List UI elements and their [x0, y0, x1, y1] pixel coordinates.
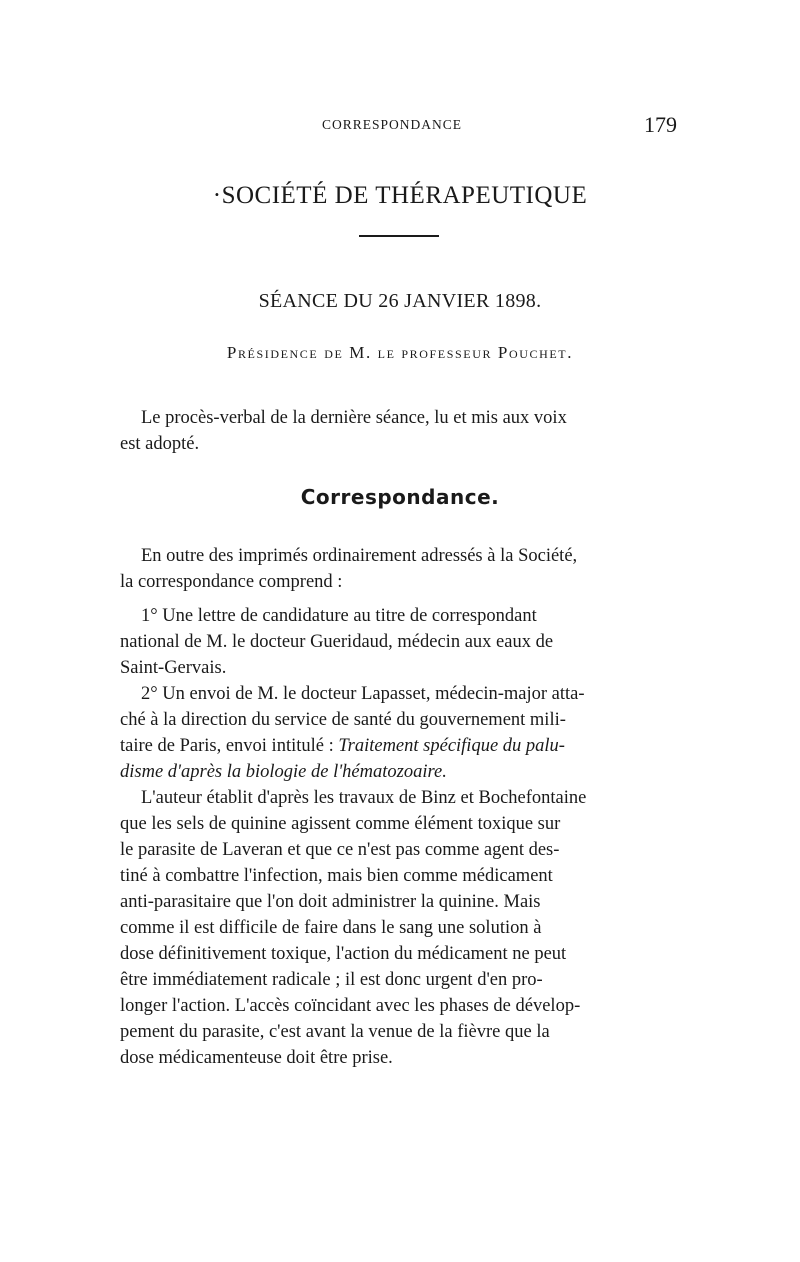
title-rule — [359, 235, 439, 237]
item-1-line-3: Saint-Gervais. — [120, 658, 227, 678]
body-line-5: anti-parasitaire que l'on doit administrer la quinine. Mais — [120, 892, 541, 912]
item-1-line-1: 1° Une lettre de candidature au titre de correspondant — [141, 606, 537, 626]
minutes-line-1: Le procès-verbal de la dernière séance, lu et mis aux voix — [141, 408, 567, 428]
minutes-paragraph — [120, 405, 680, 457]
society-title: ·SOCIÉTÉ DE THÉRAPEUTIQUE — [212, 182, 588, 209]
body-line-8: être immédiatement radicale ; il est donc urgent d'en pro- — [120, 970, 543, 990]
body-paragraph — [120, 785, 680, 1071]
item-1-line-2: national de M. le docteur Gueridaud, médecin aux eaux de — [120, 632, 554, 652]
body-line-3: le parasite de Laveran et que ce n'est pas comme agent des- — [120, 840, 560, 860]
body-line-1: L'auteur établit d'après les travaux de Binz et Bochefontaine — [141, 788, 587, 808]
intro-line-2: la correspondance comprend : — [120, 572, 343, 592]
item-2-line-3-lead: taire de Paris, envoi intitulé : — [120, 736, 339, 756]
item-1-paragraph — [120, 603, 680, 681]
body-line-2: que les sels de quinine agissent comme élément toxique sur — [120, 814, 561, 834]
item-2-paragraph — [120, 681, 680, 785]
intro-paragraph — [120, 543, 680, 595]
running-head: CORRESPONDANCE — [322, 117, 463, 132]
body-line-10: pement du parasite, c'est avant la venue de la fièvre que la — [120, 1022, 550, 1042]
item-2-line-1: 2° Un envoi de M. le docteur Lapasset, médecin-major atta- — [141, 684, 585, 704]
session-title: SÉANCE DU 26 JANVIER 1898. — [258, 290, 542, 312]
section-heading: Correspondance. — [300, 485, 500, 509]
body-line-9: longer l'action. L'accès coïncidant avec les phases de dévelop- — [120, 996, 581, 1016]
work-title-part-1: Traitement spécifique du palu- — [338, 736, 565, 756]
work-title-part-2: disme d'après la biologie de l'hématozoaire. — [120, 762, 447, 782]
item-2-line-2: ché à la direction du service de santé du gouvernement mili- — [120, 710, 566, 730]
minutes-line-2: est adopté. — [120, 434, 200, 454]
intro-line-1: En outre des imprimés ordinairement adressés à la Société, — [141, 546, 578, 566]
page-number: 179 — [644, 112, 677, 137]
presidency-line: Présidence de M. le professeur Pouchet. — [226, 343, 574, 362]
body-line-7: dose définitivement toxique, l'action du médicament ne peut — [120, 944, 567, 964]
body-line-4: tiné à combattre l'infection, mais bien comme médicament — [120, 866, 553, 886]
body-line-11: dose médicamenteuse doit être prise. — [120, 1048, 393, 1068]
body-line-6: comme il est difficile de faire dans le sang une solution à — [120, 918, 542, 938]
